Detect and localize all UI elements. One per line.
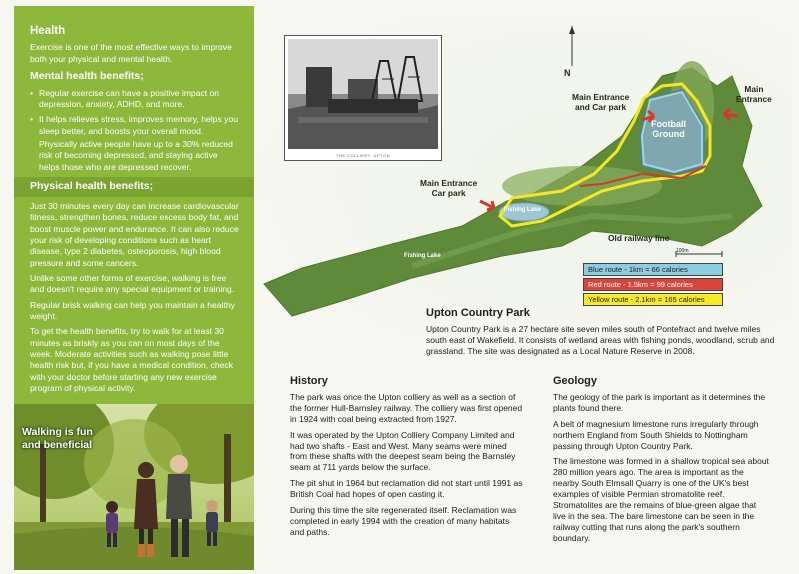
family-walking-photo — [14, 404, 254, 570]
physical-health-title: Physical health benefits; — [14, 177, 254, 197]
map-label-line: Entrance — [736, 93, 772, 104]
mental-health-title: Mental health benefits; — [30, 69, 144, 82]
map-label-line: Main Entrance — [420, 178, 478, 188]
history-paragraph: The pit shut in 1964 but reclamation did not start until 1991 as British Coal had hopes of open casting it. — [290, 478, 523, 500]
geology-section — [553, 374, 771, 548]
physical-paragraph: Just 30 minutes every day can increase cardiovascular fitness, strengthen bones, reduce excess body fat, and boost muscle power and endurance. It can also reduce your risk of developing conditions such as heart disease, type 2 diabetes, osteoporosis, high blood pressure and some cancers. — [30, 200, 239, 268]
history-title: History — [290, 375, 328, 387]
label-main-entrance-car-park-left — [420, 179, 477, 198]
upton-text: Upton Country Park is a 27 hectare site seven miles south of Pontefract and twelve miles south east of Wakefield. It consists of wetland areas with fishing ponds, woodland, scrub and grassland. The site was designated as a Local Nature Reserve in 2008. — [426, 324, 775, 356]
geology-paragraph: The geology of the park is important as it determines the plants found there. — [553, 392, 766, 413]
photo-caption-line: and beneficial — [22, 438, 93, 451]
map-label-line: Car park — [431, 187, 466, 198]
history-paragraph: It was operated by the Upton Colliery Company Limited and had two shafts - East and West. Many seams were mined from these shafts with the deepest seam being the Barnsley seam at 711 yards below the surface. — [290, 429, 516, 473]
photo-caption-line: Walking is fun — [22, 426, 93, 438]
label-old-railway-line: Old railway line — [608, 233, 670, 243]
health-intro: Exercise is one of the most effective ways to improve both your physical and mental health. — [30, 42, 232, 64]
map-label-line: Football — [651, 119, 686, 129]
label-main-entrance-car-park-top — [572, 93, 629, 112]
physical-paragraph: Regular brisk walking can help you maintain a healthy weight. — [30, 299, 235, 322]
map-label-line: Main Entrance — [572, 92, 630, 102]
list-item: • It helps relieves stress, improves memory, helps you sleep better, and boosts your overall mood. — [30, 114, 240, 137]
history-section — [290, 374, 524, 543]
upton-country-park-section — [426, 306, 782, 362]
legend-blue-route: Blue route - 1km = 66 calories — [583, 263, 723, 276]
geology-paragraph: The limestone was formed in a shallow tropical sea about 280 million years ago. The area is important as the nearby South Elmsall Quarry is one of the UK's best examples of visible Permian stromatolite reef. Stromatolites are the remains of blue-green algae that live in the sea. The bare limestone can be seen in the railway cutting that runs along the park's southern boundary. — [553, 456, 769, 543]
legend-red-route: Red route - 1.5km = 99 calories — [583, 278, 723, 291]
route-legend — [583, 263, 723, 308]
upton-title: Upton Country Park — [426, 307, 530, 319]
colliery-caption: THE COLLIERY, UPTON — [336, 153, 390, 158]
physical-paragraph: To get the health benefits, try to walk for at least 30 minutes as briskly as you can on most days of the week. Moderate activities such as walking pose little health risk but, if you have a medical condition, check with your doctor before starting any new exercise program of physical activity. — [30, 326, 234, 394]
health-panel — [14, 6, 254, 404]
physical-paragraph: Unlike some other forms of exercise, walking is free and doesn't require any special equipment or training. — [30, 273, 235, 295]
health-title: Health — [30, 25, 66, 37]
map-label-line: Main — [744, 84, 764, 94]
history-paragraph: The park was once the Upton colliery as well as a section of the former Hull-Barnsley railway. The colliery was first opened in 1924 with coal being extracted from 1927. — [290, 392, 523, 424]
label-fishing-lake-1: Fishing Lake — [504, 207, 541, 213]
colliery-photo — [284, 35, 442, 161]
history-paragraph: During this time the site regenerated itself. Reclamation was completed in early 1994 with the creation of many habitats and paths. — [290, 504, 517, 537]
geology-paragraph: A belt of magnesium limestone runs irregularly through northern England from South Shields to Nottingham passing through Upton Country Park. — [553, 418, 759, 451]
geology-title: Geology — [553, 375, 598, 387]
label-fishing-lake-2: Fishing Lake — [404, 253, 441, 259]
map-label-line: and Car park — [575, 101, 627, 112]
label-football-ground — [651, 119, 686, 140]
mental-health-list — [30, 88, 240, 137]
label-main-entrance-right — [736, 85, 772, 104]
scale-label: 100m — [676, 248, 689, 254]
north-label: N — [564, 68, 571, 78]
photo-caption — [22, 426, 93, 451]
map-label-line: Ground — [652, 129, 685, 140]
legend-yellow-route: Yellow route - 2.1km = 165 calories — [583, 293, 723, 306]
mental-health-extra: Physically active people have up to a 30% reduced risk of becoming depressed, and staying active helps those who are depressed recover. — [39, 139, 233, 172]
list-item: • Regular exercise can have a positive impact on depression, anxiety, ADHD, and more. — [30, 88, 240, 111]
